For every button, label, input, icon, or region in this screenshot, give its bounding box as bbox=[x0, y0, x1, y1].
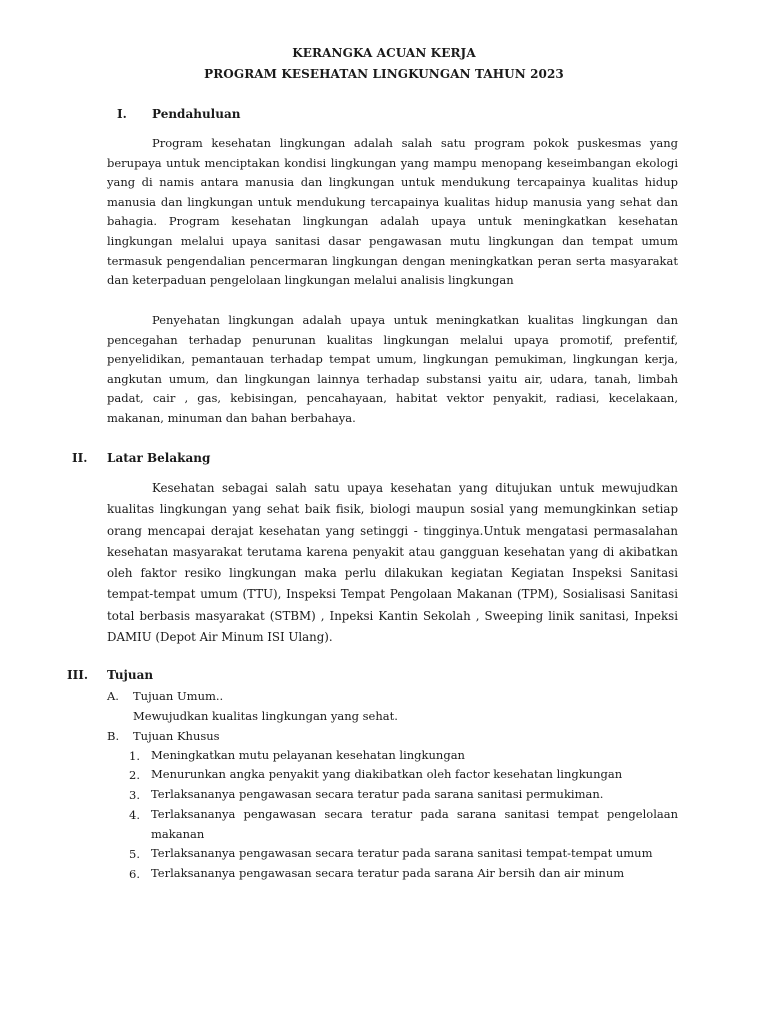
document-subtitle: PROGRAM KESEHATAN LINGKUNGAN TAHUN 2023 bbox=[204, 67, 564, 81]
section-number-1: I. bbox=[117, 107, 127, 121]
list-item: Meningkatkan mutu pelayanan kesehatan lingkungan bbox=[151, 748, 465, 762]
list-item-number: 4. bbox=[129, 808, 140, 822]
document-title: KERANGKA ACUAN KERJA bbox=[292, 46, 476, 60]
list-item-number: 1. bbox=[129, 749, 140, 763]
list-item-number: 3. bbox=[129, 788, 140, 802]
list-item: Terlaksananya pengawasan secara teratur pada sarana sanitasi permukiman. bbox=[151, 787, 604, 801]
paragraph-pendahuluan-2: Penyehatan lingkungan adalah upaya untuk meningkatkan kualitas lingkungan dan pencegahan terhadap penurunan kualitas lingkungan melalui upaya promotif, prefentif, penyelidikan, pemantauan terhadap tempat umum, lingkungan pemukiman, lingkungan kerja, angkutan umum, dan lingkungan lainnya terhadap substansi yaitu air, udara, tanah, limbah padat, cair , gas, kebisingan, pencahayaan, habitat vektor penyakit, radiasi, kecelakaan, makanan, minuman dan bahan berbahaya. bbox=[107, 313, 678, 425]
list-item-number: 5. bbox=[129, 847, 140, 861]
sub-letter-b: B. bbox=[107, 729, 120, 743]
paragraph-pendahuluan-1: Program kesehatan lingkungan adalah salah satu program pokok puskesmas yang berupaya untuk menciptakan kondisi lingkungan yang mampu menopang keseimbangan ekologi yang di namis antara manusia dan lingkungan untuk mendukung tercapainya kualitas hidup manusia dan lingkungan untuk mendukung tercapainya kualitas hidup manusia yang sehat dan bahagia. Program kesehatan lingkungan adalah upaya untuk meningkatkan kesehatan lingkungan melalui upaya sanitasi dasar pengawasan mutu lingkungan dan tempat umum termasuk pengendalian pencermaran lingkungan dengan meningkatkan peran serta masyarakat dan keterpaduan pengelolaan lingkungan melalui analisis lingkungan bbox=[107, 136, 678, 288]
list-item: Terlaksananya pengawasan secara teratur pada sarana sanitasi tempat-tempat umum bbox=[151, 846, 653, 860]
list-item: Terlaksananya pengawasan secara teratur pada sarana sanitasi tempat pengelolaan makanan bbox=[151, 807, 678, 841]
section-heading-latar-belakang: Latar Belakang bbox=[107, 451, 211, 465]
list-item: Terlaksananya pengawasan secara teratur pada sarana Air bersih dan air minum bbox=[151, 866, 625, 880]
section-number-3: III. bbox=[67, 668, 89, 682]
tujuan-umum-text: Mewujudkan kualitas lingkungan yang sehat. bbox=[133, 709, 398, 723]
sub-label-tujuan-khusus: Tujuan Khusus bbox=[133, 729, 220, 743]
section-heading-pendahuluan: Pendahuluan bbox=[152, 107, 241, 121]
list-item-number: 6. bbox=[129, 867, 140, 881]
paragraph-latar-belakang: Kesehatan sebagai salah satu upaya kesehatan yang ditujukan untuk mewujudkan kualitas lingkungan yang sehat baik fisik, biologi maupun sosial yang memungkinkan setiap orang mencapai derajat kesehatan yang setinggi - tingginya.Untuk mengatasi permasalahan kesehatan masyarakat terutama karena penyakit atau gangguan kesehatan yang di akibatkan oleh faktor resiko lingkungan maka perlu dilakukan kegiatan Kegiatan Inspeksi Sanitasi tempat-tempat umum (TTU), Inspeksi Tempat Pengolaan Makanan (TPM), Sosialisasi Sanitasi total berbasis masyarakat (STBM) , Inpeksi Kantin Sekolah , Sweeping linik sanitasi, Inpeksi DAMIU (Depot Air Minum ISI Ulang). bbox=[107, 481, 678, 645]
sub-label-tujuan-umum: Tujuan Umum.. bbox=[133, 689, 224, 703]
list-item: Menurunkan angka penyakit yang diakibatkan oleh factor kesehatan lingkungan bbox=[151, 767, 623, 781]
sub-letter-a: A. bbox=[107, 689, 119, 703]
section-heading-tujuan: Tujuan bbox=[107, 668, 154, 682]
section-number-2: II. bbox=[72, 451, 88, 465]
list-item-number: 2. bbox=[129, 768, 140, 782]
